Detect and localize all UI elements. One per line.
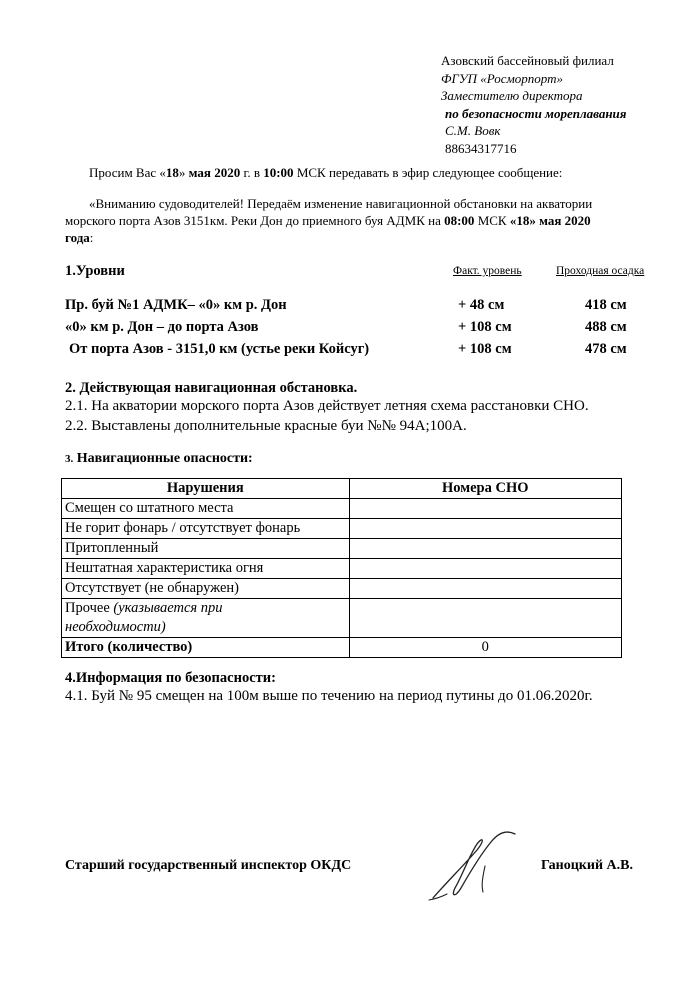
request-text: » <box>178 165 189 180</box>
table-cell-value <box>349 539 621 559</box>
table-header-row <box>62 479 622 499</box>
levels-row-name: От порта Азов - 3151,0 км (устье реки Койсуг) <box>69 341 370 357</box>
addressee-block <box>441 52 627 158</box>
table-cell-label: Смещен со штатного места <box>62 499 350 519</box>
table-cell-label: Не горит фонарь / отсутствует фонарь <box>62 519 350 539</box>
table-row <box>62 499 622 519</box>
table-cell-label: Нештатная характеристика огня <box>62 559 350 579</box>
situation-title: 2. Действующая навигационная обстановка. <box>65 380 358 396</box>
request-day: 18 <box>165 165 179 180</box>
addressee-department: по безопасности мореплавания <box>445 105 627 121</box>
safety-title: 4.Информация по безопасности: <box>65 670 276 686</box>
table-row <box>62 579 622 599</box>
request-time: 10:00 <box>263 165 294 180</box>
table-row <box>62 519 622 539</box>
table-cell-value <box>349 599 621 638</box>
table-header-buoy-numbers: Номера СНО <box>349 479 621 499</box>
addressee-org: Азовский бассейновый филиал <box>441 53 614 68</box>
request-line <box>89 164 562 181</box>
addressee-phone: 88634317716 <box>445 140 517 156</box>
levels-title: 1.Уровни <box>65 263 125 279</box>
table-cell-other-label <box>62 599 350 638</box>
situation-line-2: 2.2. Выставлены дополнительные красные буи №№ 94А;100А. <box>65 418 467 434</box>
levels-row-actual: + 48 см <box>458 297 505 313</box>
other-label: Прочее <box>65 600 114 616</box>
table-cell-total-label: Итого (количество) <box>62 638 350 658</box>
addressee-name: С.М. Вовк <box>445 123 501 139</box>
levels-row-draft: 478 см <box>585 341 627 357</box>
table-cell-total-value: 0 <box>349 638 621 658</box>
addressee-position: Заместителю директора <box>441 88 583 104</box>
message-line-1: «Вниманию судоводителей! Передаём изменение навигационной обстановки на акватории <box>89 196 593 211</box>
request-text: МСК передавать в эфир следующее сообщение: <box>293 165 563 180</box>
table-cell-value <box>349 499 621 519</box>
handwritten-signature-icon <box>425 826 525 906</box>
table-cell-value <box>349 579 621 599</box>
hazards-title <box>65 451 253 467</box>
message-year: года <box>65 230 90 245</box>
message-text: : <box>89 230 94 245</box>
levels-row-name: «0» км р. Дон – до порта Азов <box>65 319 259 335</box>
message-line-2 <box>65 212 591 229</box>
levels-row-actual: + 108 см <box>458 319 512 335</box>
situation-line-1: 2.1. На акватории морского порта Азов действует летняя схема расстановки СНО. <box>65 398 589 414</box>
hazards-title-text: Навигационные опасности: <box>73 451 253 466</box>
hazards-table <box>61 478 622 658</box>
table-header-violations: Нарушения <box>62 479 350 499</box>
other-note: (указывается при <box>113 600 223 616</box>
table-cell-value <box>349 559 621 579</box>
addressee-company: ФГУП «Росморпорт» <box>441 70 563 86</box>
message-date: «18» мая 2020 <box>509 213 591 228</box>
table-cell-label: Притопленный <box>62 539 350 559</box>
levels-row-actual: + 108 см <box>458 341 512 357</box>
hazards-title-number: 3. <box>65 453 74 465</box>
table-row-total <box>62 638 622 658</box>
request-text: Просим Вас « <box>89 165 166 180</box>
signatory-position: Старший государственный инспектор ОКДС <box>65 858 352 873</box>
levels-row-draft: 418 см <box>585 297 627 313</box>
levels-row-name: Пр. буй №1 АДМК– «0» км р. Дон <box>65 297 287 313</box>
table-cell-value <box>349 519 621 539</box>
table-row-other <box>62 599 622 638</box>
message-text: морского порта Азов 3151км. Реки Дон до приемного буя АДМК на <box>65 213 445 228</box>
table-cell-label: Отсутствует (не обнаружен) <box>62 579 350 599</box>
message-text: МСК <box>474 213 510 228</box>
table-row <box>62 539 622 559</box>
other-note: необходимости) <box>65 619 166 635</box>
levels-col-actual: Факт. уровень <box>453 265 522 277</box>
signatory-name: Ганоцкий А.В. <box>541 858 633 873</box>
safety-line-1: 4.1. Буй № 95 смещен на 100м выше по течению на период путины до 01.06.2020г. <box>65 688 593 704</box>
request-month: мая 2020 <box>188 165 241 180</box>
levels-row-draft: 488 см <box>585 319 627 335</box>
levels-col-draft: Проходная осадка <box>556 265 645 277</box>
message-time: 08:00 <box>444 213 475 228</box>
message-line-3 <box>65 229 93 246</box>
request-text: г. в <box>240 165 264 180</box>
table-row <box>62 559 622 579</box>
